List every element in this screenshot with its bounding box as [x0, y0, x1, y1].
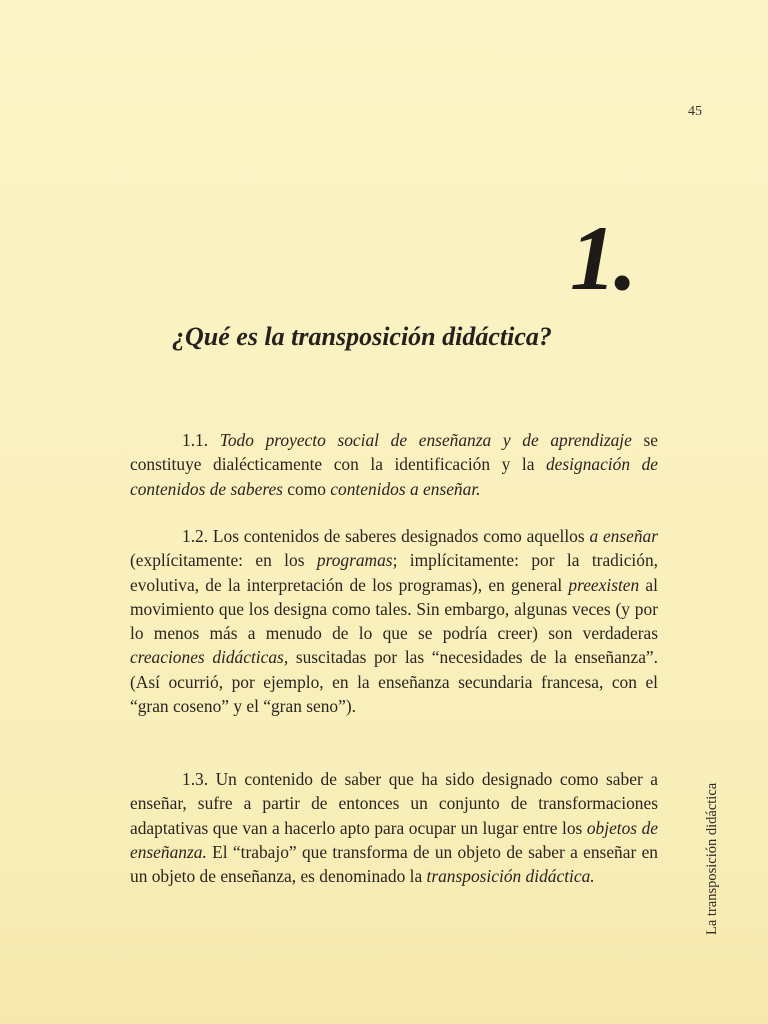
paragraph-italic: a enseñar: [589, 526, 658, 546]
paragraph-italic: creaciones didácticas,: [130, 647, 289, 668]
paragraph-text: (explícitamente: en los: [130, 550, 317, 571]
paragraph-text: como: [282, 478, 331, 499]
paragraph-italic: programas: [316, 550, 393, 571]
paragraph-1-1: [130, 428, 658, 501]
chapter-number: 1.: [570, 207, 635, 309]
paragraph-1-2: [130, 524, 658, 718]
paragraph-italic: Todo proyecto social de enseñanza y de aprendizaje: [219, 430, 632, 450]
chapter-title: ¿Qué es la transposición didáctica?: [172, 322, 552, 351]
paragraph-text: 1.2. Los contenidos de saberes designados como aquellos: [182, 526, 590, 546]
paragraph-italic: transposición didáctica.: [426, 866, 595, 887]
paragraph-1-3: [130, 767, 658, 888]
paragraph-text: ; implícitamente: por la tradición, evolutiva, de la interpretación de los programas), en general: [130, 550, 658, 595]
page-number: 45: [688, 104, 702, 119]
running-head: La transposición didáctica: [704, 782, 720, 935]
paragraph-italic: designación de contenidos de saberes: [130, 454, 658, 499]
paragraph-text: suscitadas por las “necesidades de la enseñanza”. (Así ocurrió, por ejemplo, en la enseñanza secundaria francesa, con el “gran coseno” y el “gran seno”).: [130, 647, 658, 717]
paragraph-text: 1.1.: [182, 430, 220, 450]
paragraph-italic: contenidos a enseñar.: [330, 478, 481, 499]
paragraph-text: se constituye dialécticamente con la identificación y la: [130, 430, 659, 475]
paragraph-italic: objetos de enseñanza.: [130, 817, 659, 862]
paragraph-italic: preexisten: [568, 574, 640, 595]
paragraph-text: 1.3. Un contenido de saber que ha sido designado como saber a enseñar, sufre a partir de entonces un conjunto de transformaciones adaptativas que van a hacerlo apto para ocupar un lugar entre los: [130, 769, 658, 838]
paragraph-text: El “trabajo” que transforma de un objeto de saber a enseñar en un objeto de enseñanza, es denominado la: [130, 841, 658, 887]
paragraph-text: al movimiento que los designa como tales. Sin embargo, algunas veces (y por lo menos más a menudo de lo que se podría creer) son verdaderas: [130, 574, 658, 644]
